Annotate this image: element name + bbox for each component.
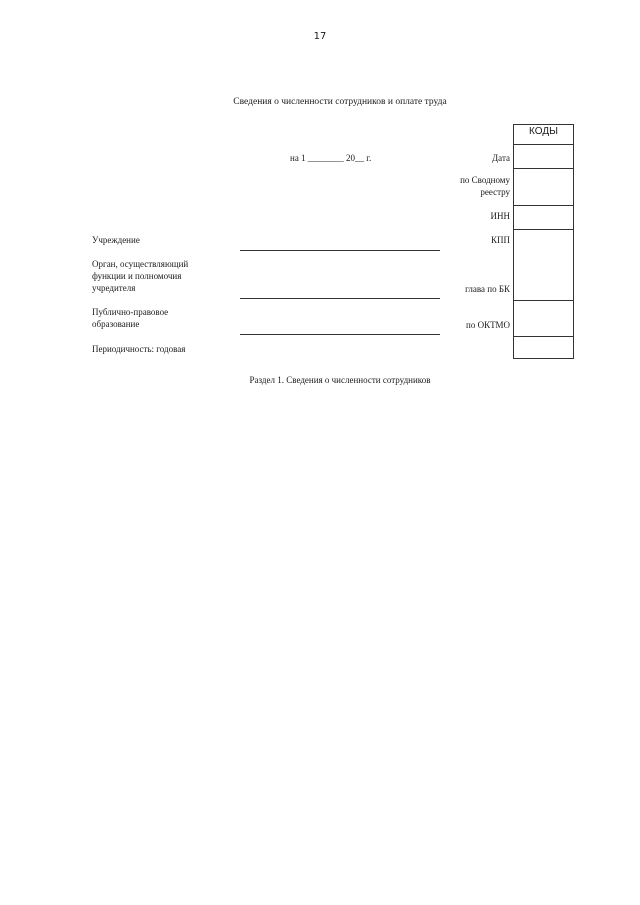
document-title: Сведения о численности сотрудников и оплате труда — [233, 97, 447, 107]
organ-label-line1: Орган, осуществляющий — [92, 259, 189, 269]
codes-row-divider — [513, 144, 574, 145]
municipal-fill-line — [240, 334, 440, 335]
institution-label: Учреждение — [92, 235, 140, 245]
codes-header: КОДЫ — [529, 126, 558, 137]
date-label: Дата — [492, 153, 510, 163]
codes-row-divider — [513, 205, 574, 206]
codes-row-divider — [513, 168, 574, 169]
oktmo-label: по ОКТМО — [466, 320, 510, 330]
kpp-label: КПП — [490, 235, 510, 245]
municipal-label-line1: Публично-правовое — [92, 307, 169, 317]
codes-row-divider — [513, 336, 574, 337]
organ-fill-line — [240, 298, 440, 299]
organ-label-line2: функции и полномочия — [92, 271, 182, 281]
report-date-line: на 1 ________ 20__ г. — [290, 153, 372, 163]
section-title: Раздел 1. Сведения о численности сотрудников — [249, 375, 431, 385]
codes-row-divider — [513, 300, 574, 301]
periodicity-label: Периодичность: годовая — [92, 344, 186, 354]
inn-label: ИНН — [490, 211, 510, 221]
bk-chapter-label: глава по БК — [465, 284, 510, 294]
codes-table — [513, 124, 574, 359]
page-number: 17 — [313, 31, 327, 42]
registry-label-line1: по Сводному — [460, 175, 510, 185]
codes-row-divider — [513, 229, 574, 230]
institution-fill-line — [240, 250, 440, 251]
organ-label-line3: учредителя — [92, 283, 136, 293]
municipal-label-line2: образование — [92, 319, 140, 329]
registry-label-line2: реестру — [480, 187, 510, 197]
